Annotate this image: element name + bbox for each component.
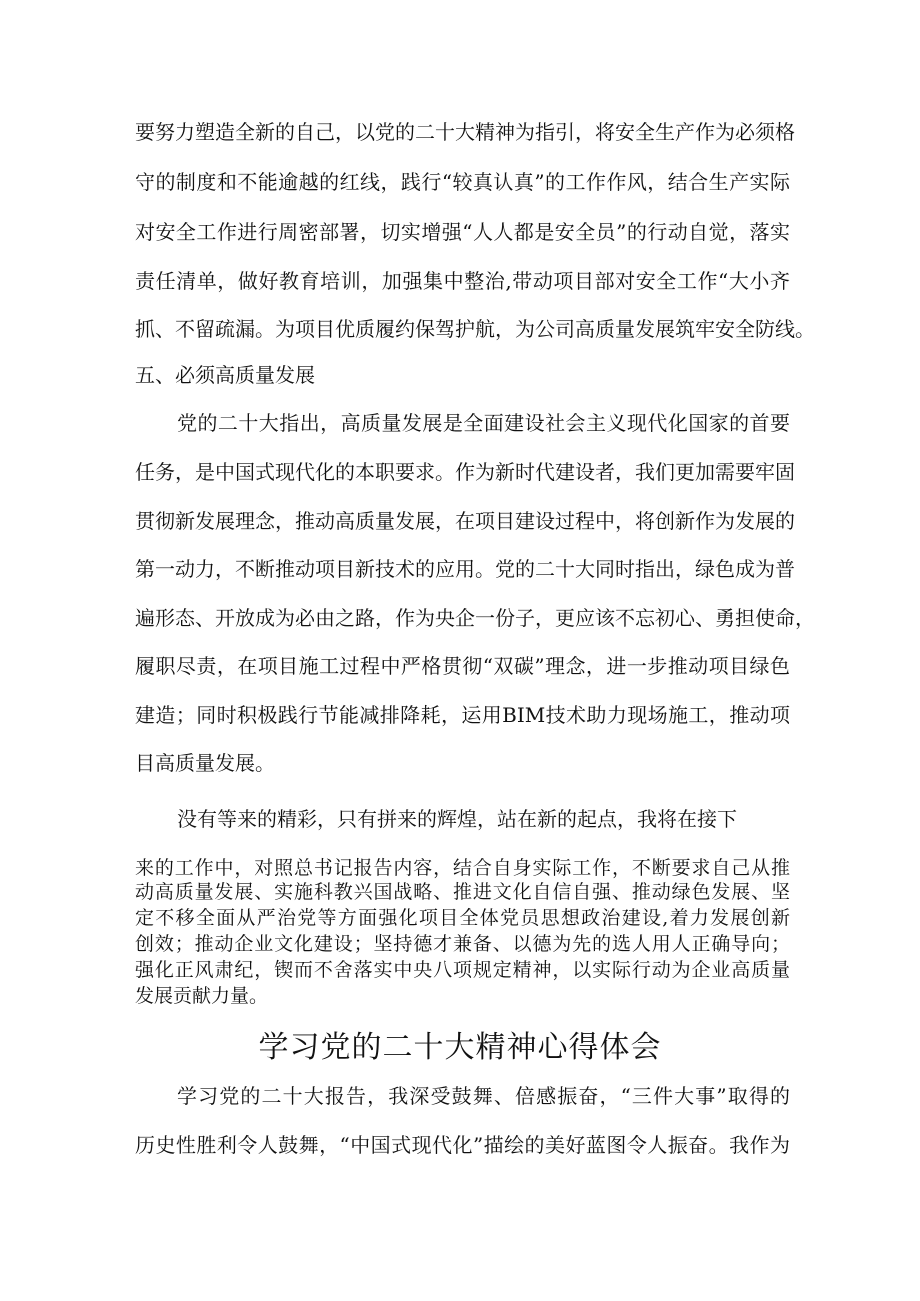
paragraph-line: 贯彻新发展理念，推动高质量发展，在项目建设过程中，将创新作为发展的 [135,509,795,533]
paragraph-line: 动高质量发展、实施科教兴国战略、推进文化自信自强、推动绿色发展、坚 [135,881,790,903]
paragraph-line: 遍形态、开放成为必由之路，作为央企一份子，更应该不忘初心、勇担使命， [135,606,815,630]
paragraph-line: 发展贡献力量。 [135,985,269,1007]
article-title: 学习党的二十大精神心得体会 [258,1030,662,1065]
paragraph-line: 来的工作中，对照总书记报告内容，结合自身实际工作，不断要求自己从推 [135,857,790,879]
paragraph-line: 任务，是中国式现代化的本职要求。作为新时代建设者，我们更加需要牢固 [135,460,795,484]
paragraph-line: 强化正风肃纪，锲而不舍落实中央八项规定精神，以实际行动为企业高质量 [135,959,790,981]
paragraph-line: 创效；推动企业文化建设；坚持德才兼备、以德为先的选人用人正确导向； [135,933,790,955]
paragraph-line: 抓、不留疏漏。为项目优质履约保驾护航，为公司高质量发展筑牢安全防线。 [135,317,815,341]
paragraph-line: 党的二十大指出，高质量发展是全面建设社会主义现代化国家的首要 [177,411,790,435]
paragraph-line: 守的制度和不能逾越的红线，践行“较真认真”的工作作风，结合生产实际 [135,170,790,194]
section-heading: 五、必须高质量发展 [135,363,315,387]
paragraph-line: 目高质量发展。 [135,751,275,775]
paragraph-line: 建造；同时积极践行节能减排降耗，运用BIM技术助力现场施工，推动项 [135,703,790,727]
paragraph-line: 对安全工作进行周密部署，切实增强“人人都是安全员”的行动自觉，落实 [135,220,790,244]
paragraph-line: 没有等来的精彩，只有拼来的辉煌，站在新的起点，我将在接下 [177,807,737,831]
paragraph-line: 定不移全面从严治党等方面强化项目全体党员思想政治建设,着力发展创新 [135,907,790,929]
paragraph-line: 履职尽责，在项目施工过程中严格贯彻“双碳”理念，进一步推动项目绿色 [135,654,790,678]
paragraph-line: 学习党的二十大报告，我深受鼓舞、倍感振奋，“三件大事”取得的 [177,1084,790,1108]
paragraph-line: 第一动力，不断推动项目新技术的应用。党的二十大同时指出，绿色成为普 [135,557,795,581]
paragraph-line: 责任清单，做好教育培训，加强集中整治,带动项目部对安全工作“大小齐 [135,269,790,293]
paragraph-line: 历史性胜利令人鼓舞，“中国式现代化”描绘的美好蓝图令人振奋。我作为 [135,1133,790,1157]
paragraph-line: 要努力塑造全新的自己，以党的二十大精神为指引，将安全生产作为必须格 [135,120,795,144]
